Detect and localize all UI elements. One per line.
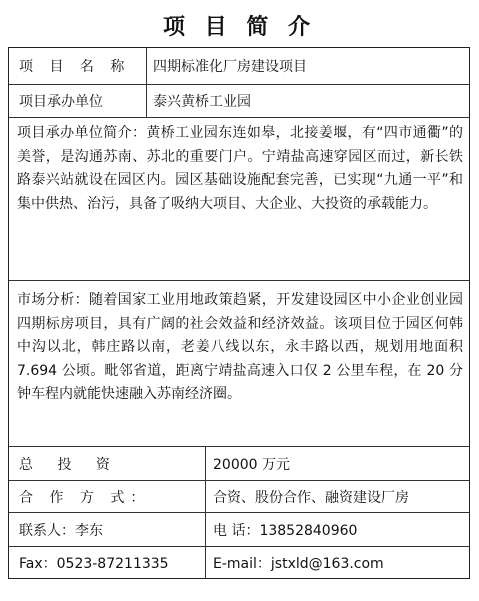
row-undertaker (9, 85, 469, 118)
undertaker-label: 项目承办单位 (19, 94, 103, 110)
phone-number: 电 话：13852840960 (213, 522, 358, 539)
project-name-value: 四期标准化厂房建设项目 (153, 59, 307, 75)
undertaker-value: 泰兴黄桥工业园 (153, 94, 251, 110)
divider (205, 547, 206, 578)
divider (205, 481, 206, 512)
project-name-label: 项 目 名 称 (19, 59, 131, 75)
cooperation-label: 合 作 方 式： (19, 489, 151, 506)
row-cooperation (9, 481, 469, 513)
investment-label: 总 投 资 (19, 456, 120, 473)
fax-number: Fax：0523-87211335 (19, 555, 169, 572)
row-investment (9, 447, 469, 481)
row-contact (9, 513, 469, 547)
investment-value: 20000 万元 (213, 456, 290, 473)
undertaker-intro-text: 项目承办单位简介：黄桥工业园东连如皋，北接姜堰，有“四市通衢”的美誉，是沟通苏南、苏北的重要门户。宁靖盐高速穿园区而过，新长铁路泰兴站就设在园区内。园区基础设施配套完善，已实现“九通一平”和集中供热、治污，具备了吸纳大项目、大企业、大投资的承载能力。 (17, 125, 463, 212)
project-info-table (8, 47, 470, 579)
cooperation-value: 合资、股份合作、融资建设厂房 (213, 489, 409, 506)
divider (146, 48, 147, 84)
page-title: 项 目 简 介 (163, 14, 316, 40)
divider (205, 447, 206, 480)
divider (205, 513, 206, 546)
row-project-name (9, 48, 469, 85)
market-analysis-text: 市场分析：随着国家工业用地政策趋紧，开发建设园区中小企业创业园四期标房项目，具有广阔的社会效益和经济效益。该项目位于园区何韩中沟以北，韩庄路以南，老姜八线以东，永丰路以西，规划用地面积 7.694 公顷。毗邻省道，距离宁靖盐高速入口仅 2 公里车程，在 20 分钟车程内就能快速融入苏南经济圈。 (17, 292, 463, 402)
contact-person: 联系人：李东 (19, 522, 103, 539)
row-market-analysis (9, 281, 469, 447)
email-address: E-mail：jstxld@163.com (213, 555, 384, 572)
divider (146, 85, 147, 117)
row-undertaker-intro (9, 118, 469, 281)
row-fax-email (9, 547, 469, 578)
